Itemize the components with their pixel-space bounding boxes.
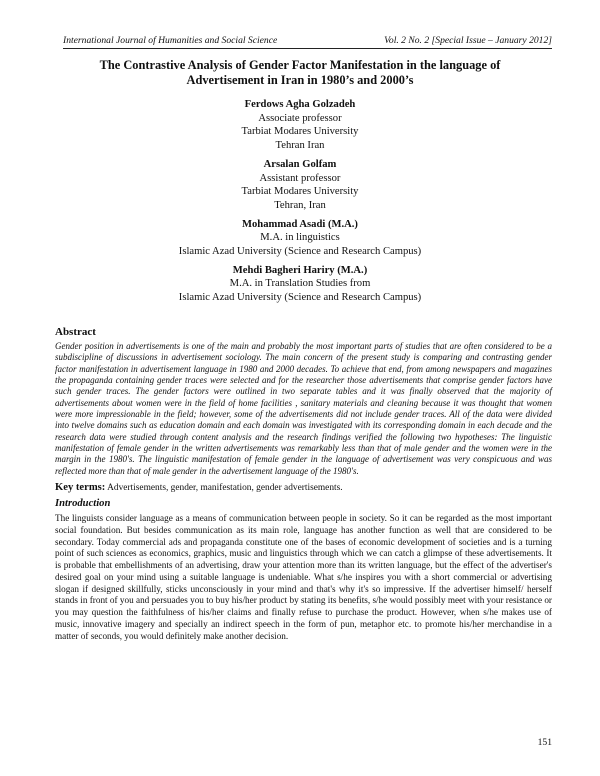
issue-info: Vol. 2 No. 2 [Special Issue – January 2012] <box>384 35 552 46</box>
key-terms-label: Key terms: <box>55 482 106 494</box>
author-name: Arsalan Golfam <box>263 158 337 170</box>
author-1 <box>40 98 560 153</box>
paper-title: The Contrastive Analysis of Gender Factor Manifestation in the language of Advertisement in Iran in 1980’s and 2000’s <box>99 58 501 87</box>
author-position: Assistant professor <box>259 172 341 184</box>
author-location: Tehran Iran <box>275 140 325 152</box>
author-name: Mohammad Asadi (M.A.) <box>242 218 358 230</box>
author-4 <box>40 264 560 305</box>
author-affiliation: Tarbiat Modares University <box>241 126 359 138</box>
author-affiliation: Islamic Azad University (Science and Research Campus) <box>178 292 422 304</box>
author-name: Mehdi Bagheri Hariry (M.A.) <box>232 264 368 276</box>
main-content <box>55 326 552 642</box>
author-3 <box>40 218 560 259</box>
author-2 <box>40 158 560 213</box>
running-header <box>63 35 552 46</box>
author-location: Tehran, Iran <box>274 199 326 211</box>
key-terms-text: Advertisements, gender, manifestation, gender advertisements. <box>107 483 343 494</box>
author-block <box>40 98 560 310</box>
key-terms <box>55 482 552 493</box>
author-affiliation: Islamic Azad University (Science and Research Campus) <box>178 246 422 258</box>
introduction-heading: Introduction <box>55 498 111 510</box>
page-number: 151 <box>537 737 552 748</box>
author-degree: M.A. in Translation Studies from <box>229 278 371 290</box>
journal-name: International Journal of Humanities and Social Science <box>63 35 278 46</box>
author-degree: M.A. in linguistics <box>260 232 340 244</box>
author-name: Ferdows Agha Golzadeh <box>244 99 356 110</box>
header-rule <box>63 48 552 49</box>
author-affiliation: Tarbiat Modares University <box>241 186 359 198</box>
abstract-heading: Abstract <box>55 326 96 338</box>
introduction-text: The linguists consider language as a means of communication between people in society. So it can be regarded as the most important social foundation. But besides communication as its main role, language has another function as well that are considered to be secondary. Today commercial ads and propaganda constitute one of the bases of economic development of societies and is a turning point of such sciences as economics, graphics, music and linguistics through which we can catch a glimpse of these advertisements. It is probable that embellishments of an advertising, draw your attention more than its written language, but the effect of the advertiser's desired goal on your mind using a suitable language is undeniable. What s/he inspires you with a short commercial or advertising slogan if designed skillfully, sticks unconsciously in your mind and that's why it's so impressive. If the advertiser himself/ herself stands in front of you and persuades you to buy his/her product by stating its benefits, s/he would possibly meet with your resistance or you may question the faithfulness of his/her claims and finally refuse to purchase the product. However, when s/he makes use of music, innovative imagery and specially an indirect speech in the form of pun, metaphor etc. to promote his/her merchandise in a matter of seconds, you would definitely make another decision. <box>55 513 552 641</box>
author-position: Associate professor <box>258 112 342 124</box>
abstract-text: Gender position in advertisements is one of the main and probably the most important parts of studies that are often considered to be a subdiscipline of discussions in advertisement sociology. The main concern of the present study is comparing and contrasting gender factor manifestation in advertisement language in 1980 and 2000 decades. To achieve that end, from among newspapers and magazines the propaganda containing gender traces were selected and for the researcher those advertisements that comprise gender factors have such gender traces. The gender factors were outlined in two separate tables and it was finally observed that the majority of advertisements about women were in the field of home facilities , sanitary materials and cleaning because it was thought that women were more impressionable in the field; however, some of the advertisements did not include gender traces. All of the data were divided into twelve domains such as education domain and each domain was investigated with its corresponding domain in each decade and the research data were studied through content analysis and the research findings verified the following two hypotheses: The linguistic manifestation of female gender in the written advertisements was remarkably less than that of male gender and the women were in the margin in the 1980's. The linguistic manifestation of female gender in the language of advertisement was very conspicuous and was reflected more than that of male gender in the advertisement language of the 1980's. <box>55 341 552 476</box>
